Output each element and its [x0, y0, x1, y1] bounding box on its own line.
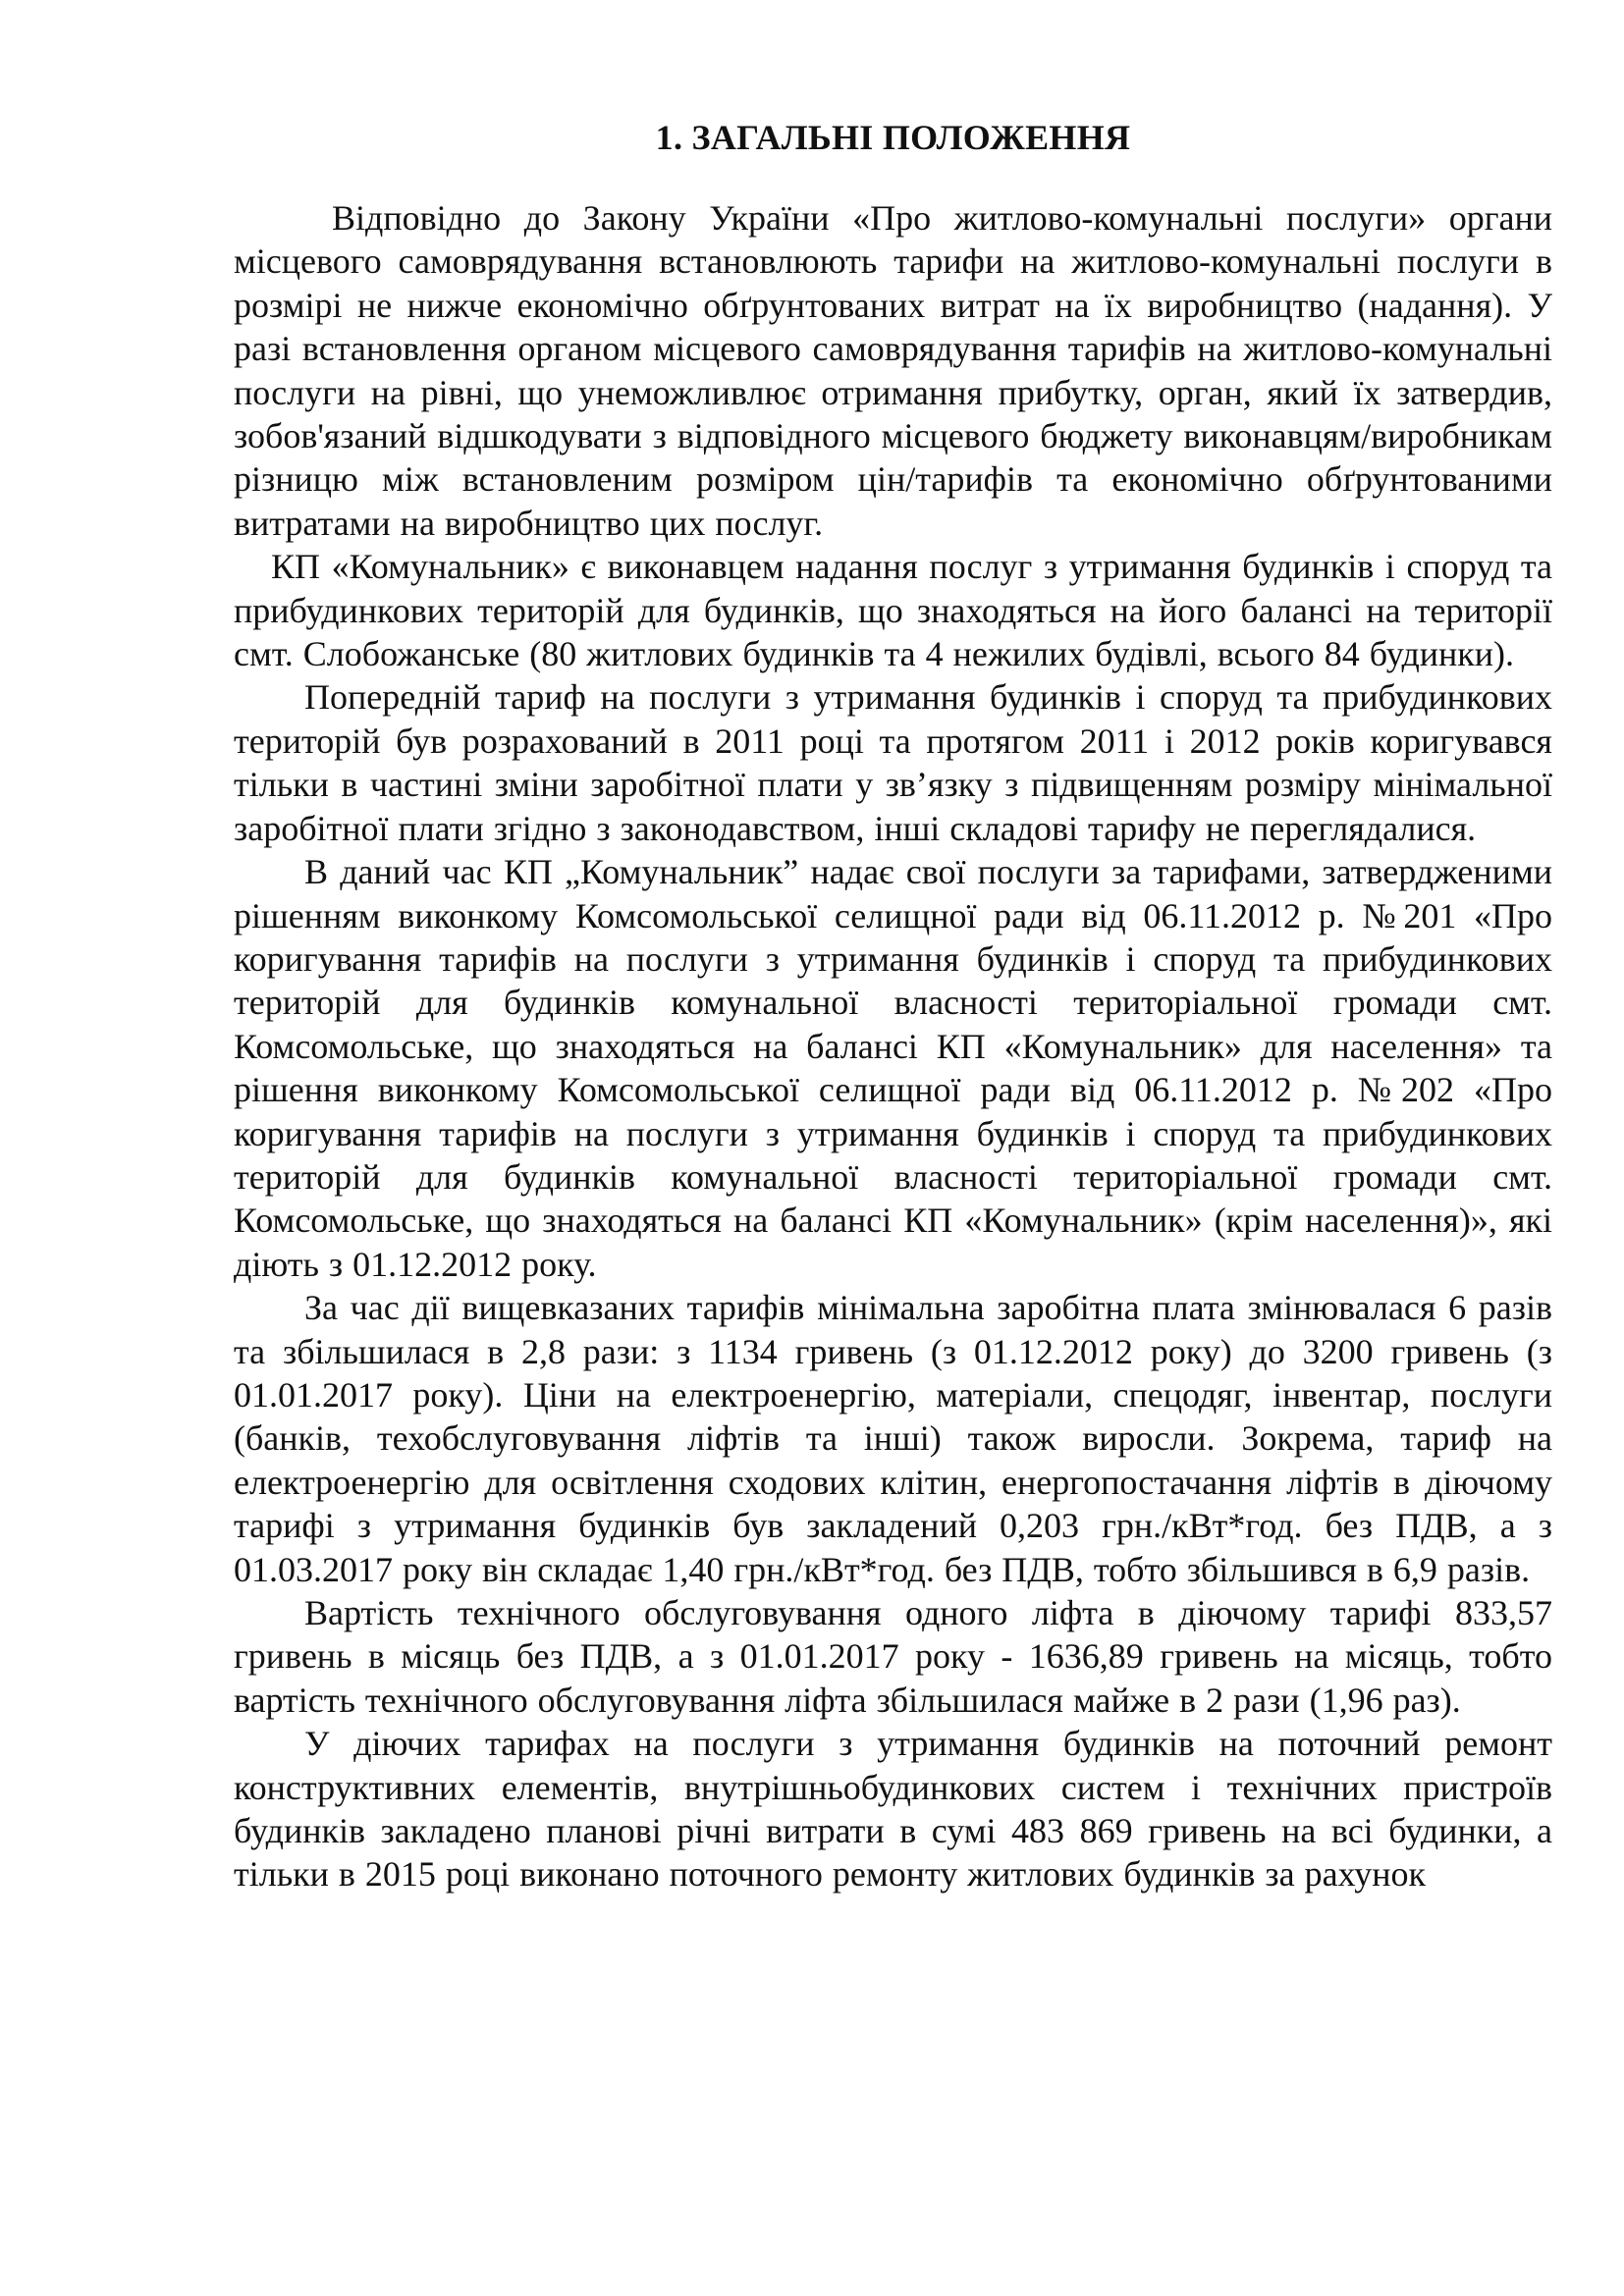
document-body — [234, 116, 1552, 1896]
paragraph-law-reference: Відповідно до Закону України «Про житлово-комунальні послуги» органи місцевого самоврядування встановлюють тарифи на житлово-комунальні послуги в розмірі не нижче економічно обґрунтованих витрат на їх виробництво (надання). У разі встановлення органом місцевого самоврядування тарифів на житлово-комунальні послуги на рівні, що унеможливлює отримання прибутку, орган, який їх затвердив, зобов'язаний відшкодувати з відповідного місцевого бюджету виконавцям/виробникам різницю між встановленим розміром цін/тарифів та економічно обґрунтованими витратами на виробництво цих послуг. — [234, 198, 1552, 543]
paragraph-cost-increases: За час дії вищевказаних тарифів мінімальна заробітна плата змінювалася 6 разів та збільшилася в 2,8 рази: з 1134 гривень (з 01.12.2012 року) до 3200 гривень (з 01.01.2017 року). Ціни на електроенергію, матеріали, спецодяг, інвентар, послуги (банків, техобслуговування ліфтів та інші) також виросли. Зокрема, тариф на електроенергію для освітлення сходових клітин, енергопостачання ліфтів в діючому тарифі з утримання будинків був закладений 0,203 грн./кВт*год. без ПДВ, а з 01.03.2017 року він складає 1,40 грн./кВт*год. без ПДВ, тобто збільшився в 6,9 разів. — [234, 1288, 1552, 1589]
paragraph-elevator-maintenance: Вартість технічного обслуговування одного ліфта в діючому тарифі 833,57 гривень в місяць без ПДВ, а з 01.01.2017 року - 1636,89 гривень на місяць, тобто вартість технічного обслуговування ліфта збільшилася майже в 2 рази (1,96 раз). — [234, 1593, 1552, 1720]
paragraph-repair-expenses: У діючих тарифах на послуги з утримання будинків на поточний ремонт конструктивних елементів, внутрішньобудинкових систем і технічних пристроїв будинків закладено планові річні витрати в сумі 483 869 гривень на всі будинки, а тільки в 2015 році виконано поточного ремонту житлових будинків за рахунок — [234, 1724, 1552, 1895]
paragraph-service-provider: КП «Комунальник» є виконавцем надання послуг з утримання будинків і споруд та прибудинкових територій для будинків, що знаходяться на його балансі на території смт. Слобожанське (80 житлових будинків та 4 нежилих будівлі, всього 84 будинки). — [234, 547, 1552, 674]
paragraph-current-tariffs: В даний час КП „Комунальник” надає свої послуги за тарифами, затвердженими рішенням виконкому Комсомольської селищної ради від 06.11.2012 р. №201 «Про коригування тарифів на послуги з утримання будинків і споруд та прибудинкових територій для будинків комунальної власності територіальної громади смт. Комсомольське, що знаходяться на балансі КП «Комунальник» для населення» та рішення виконкому Комсомольської селищної ради від 06.11.2012 р. №202 «Про коригування тарифів на послуги з утримання будинків і споруд та прибудинкових територій для будинків комунальної власності територіальної громади смт. Комсомольське, що знаходяться на балансі КП «Комунальник» (крім населення)», які діють з 01.12.2012 року. — [234, 852, 1552, 1284]
section-heading: 1. ЗАГАЛЬНІ ПОЛОЖЕННЯ — [655, 118, 1131, 157]
paragraph-previous-tariff: Попередній тариф на послуги з утримання будинків і споруд та прибудинкових територій був розрахований в 2011 році та протягом 2011 і 2012 років коригувався тільки в частині зміни заробітної плати у зв’язку з підвищенням розміру мінімальної заробітної плати згідно з законодавством, інші складові тарифу не переглядалися. — [234, 677, 1552, 848]
